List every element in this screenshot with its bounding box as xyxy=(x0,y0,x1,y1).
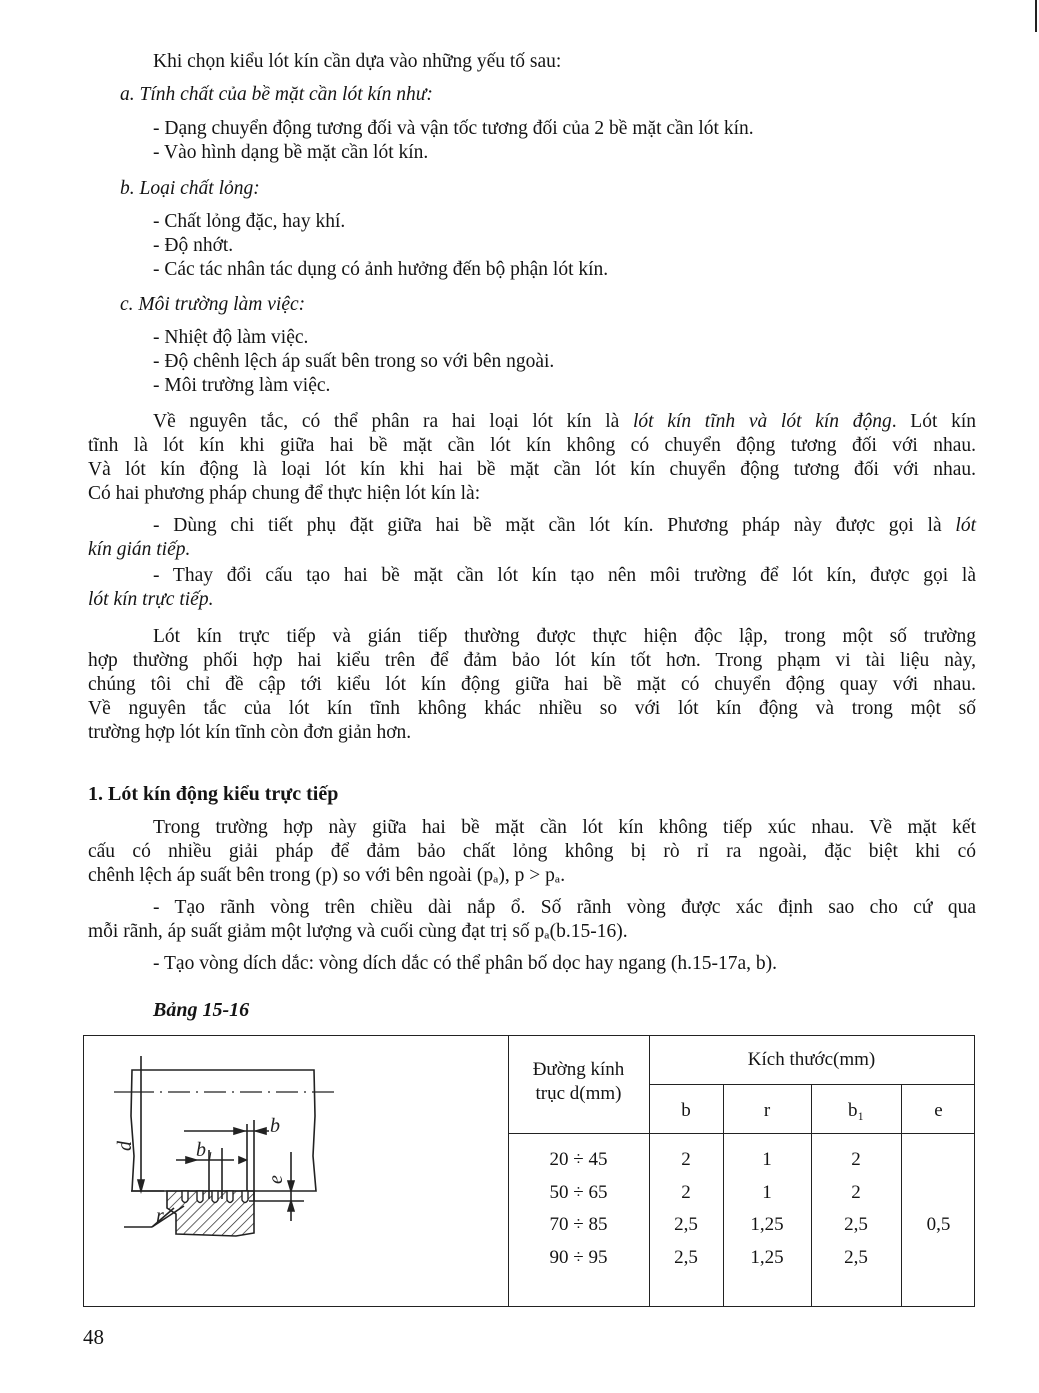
cell-b: 2 xyxy=(681,1149,691,1170)
label-d: d xyxy=(114,1141,136,1151)
section-c-item: - Nhiệt độ làm việc. xyxy=(153,327,309,348)
emphasis-text: lót xyxy=(955,515,976,536)
section-c-item: - Môi trường làm việc. xyxy=(153,375,331,396)
section-a-heading: a. Tính chất của bề mặt cần lót kín như: xyxy=(120,84,433,105)
text-run: - Thay đổi cấu tạo hai bề mặt cần lót kín tạo nên môi trường để lót kín, được gọi là xyxy=(153,565,976,586)
method-direct xyxy=(88,564,976,588)
section-b-heading: b. Loại chất lỏng: xyxy=(120,178,260,199)
cell-b: 2,5 xyxy=(674,1246,698,1268)
bullet-zigzag: - Tạo vòng dích dắc: vòng dích dắc có thể phân bố dọc hay ngang (h.15-17a, b). xyxy=(153,953,777,974)
paragraph-line xyxy=(88,434,976,458)
label-b1: b₁ xyxy=(196,1139,213,1161)
method-indirect xyxy=(88,514,976,538)
cell-e: 0,5 xyxy=(926,1214,951,1235)
column-b1 xyxy=(811,1144,901,1274)
header-text: Đường kính xyxy=(532,1059,625,1080)
cell-r: 1 xyxy=(762,1149,772,1170)
cell-b: 2,5 xyxy=(674,1214,698,1235)
text-run: hợp thường phối hợp hai kiểu trên để đảm bảo lót kín tốt hơn. Trong phạm vi tài liệu này, xyxy=(88,650,976,671)
column-r xyxy=(723,1144,811,1274)
section-heading: 1. Lót kín động kiểu trực tiếp xyxy=(88,783,339,805)
paragraph-line: trường hợp lót kín tĩnh còn đơn giản hơn. xyxy=(88,722,412,743)
header-diameter xyxy=(508,1058,649,1106)
dimension-table xyxy=(83,1035,975,1307)
emphasis-text: lót kín tĩnh và lót kín động xyxy=(633,411,892,432)
section-a-item: - Vào hình dạng bề mặt cần lót kín. xyxy=(153,142,429,163)
column-header-e: e xyxy=(934,1100,943,1121)
bullet-grooves-cont: mỗi rãnh, áp suất giảm một lượng và cuối cùng đạt trị số pₐ(b.15-16). xyxy=(88,921,628,942)
label-r: r xyxy=(156,1205,164,1227)
paragraph-line: Có hai phương pháp chung để thực hiện lót kín là: xyxy=(88,483,481,504)
table-divider xyxy=(649,1084,974,1085)
column-header-r: r xyxy=(763,1100,771,1121)
section-b-item: - Độ nhớt. xyxy=(153,235,234,256)
page-number: 48 xyxy=(83,1325,104,1349)
emphasis-text: lót kín trực tiếp. xyxy=(88,589,214,610)
scan-edge-mark xyxy=(1035,0,1037,32)
section-b-item: - Chất lỏng đặc, hay khí. xyxy=(153,211,346,232)
column-header-b: b xyxy=(681,1100,691,1121)
column-b xyxy=(649,1144,723,1274)
cell-r: 1,25 xyxy=(750,1246,784,1268)
label-e: e xyxy=(265,1175,287,1184)
cell-r: 1,25 xyxy=(750,1214,784,1235)
cell-d: 20 ÷ 45 xyxy=(549,1149,608,1170)
paragraph-line xyxy=(88,697,976,721)
cell-b1: 2,5 xyxy=(844,1246,868,1268)
text-run: tĩnh là lót kín khi giữa hai bề mặt cần lót kín không có chuyển động tương đối với nhau. xyxy=(88,435,976,456)
cell-b1: 2 xyxy=(851,1149,861,1170)
paragraph-line xyxy=(88,673,976,697)
header-dimensions: Kích thước(mm) xyxy=(747,1049,876,1070)
cell-r: 1 xyxy=(762,1181,772,1203)
paragraph-line xyxy=(88,458,976,482)
cell-d: 50 ÷ 65 xyxy=(549,1181,608,1203)
table-caption: Bảng 15-16 xyxy=(153,999,250,1021)
column-diameter xyxy=(508,1144,649,1274)
cell-b: 2 xyxy=(681,1181,691,1203)
text-run: Về nguyên tắc, có thể phân ra hai loại lót kín là xyxy=(153,411,633,432)
paragraph-line xyxy=(88,816,976,840)
cell-b1: 2 xyxy=(851,1181,861,1203)
text-run: Và lót kín động là loại lót kín khi hai bề mặt cần lót kín chuyển động tương đối với nhau. xyxy=(88,459,976,480)
bullet-grooves xyxy=(88,896,976,920)
text-run: Về nguyên tắc của lót kín tĩnh không khác nhiều so với lót kín động và trong một số xyxy=(88,698,976,719)
column-header-b1: b₁ xyxy=(847,1100,865,1121)
paragraph-line: chênh lệch áp suất bên trong (p) so với bên ngoài (pₐ), p > pₐ. xyxy=(88,865,566,886)
emphasis-text: kín gián tiếp. xyxy=(88,539,191,560)
paragraph-line xyxy=(88,840,976,864)
section-c-heading: c. Môi trường làm việc: xyxy=(120,294,306,315)
paragraph-classification xyxy=(88,410,976,434)
label-b: b xyxy=(270,1115,280,1137)
intro-text: Khi chọn kiểu lót kín cần dựa vào những yếu tố sau: xyxy=(153,51,562,72)
text-run: Lót kín trực tiếp và gián tiếp thường được thực hiện độc lập, trong một số trường xyxy=(153,626,976,647)
section-c-item: - Độ chênh lệch áp suất bên trong so với bên ngoài. xyxy=(153,351,555,372)
text-run: chúng tôi chỉ đề cập tới kiểu lót kín động giữa hai bề mặt có chuyển động quay với nhau. xyxy=(88,674,976,695)
table-divider xyxy=(508,1133,974,1134)
section-b-item: - Các tác nhân tác dụng có ảnh hưởng đến bộ phận lót kín. xyxy=(153,259,609,280)
paragraph-line xyxy=(88,625,976,649)
text-run: cấu có nhiều giải pháp để đảm bảo chất lỏng không bị rò rỉ ra ngoài, đặc biệt khi có xyxy=(88,841,976,862)
text-run: - Tạo rãnh vòng trên chiều dài nắp ổ. Số rãnh vòng được xác định sao cho cứ qua xyxy=(153,897,976,918)
header-text: trục d(mm) xyxy=(535,1083,622,1104)
cell-b1: 2,5 xyxy=(844,1214,868,1235)
text-run: . Lót kín xyxy=(891,411,976,432)
section-a-item: - Dạng chuyển động tương đối và vận tốc tương đối của 2 bề mặt cần lót kín. xyxy=(153,118,754,139)
cell-d: 90 ÷ 95 xyxy=(549,1246,608,1268)
text-run: - Dùng chi tiết phụ đặt giữa hai bề mặt cần lót kín. Phương pháp này được gọi là xyxy=(153,515,956,536)
paragraph-line xyxy=(88,649,976,673)
cell-d: 70 ÷ 85 xyxy=(549,1214,608,1235)
text-run: Trong trường hợp này giữa hai bề mặt cần lót kín không tiếp xúc nhau. Về mặt kết xyxy=(153,817,976,838)
labyrinth-seal-diagram xyxy=(84,1036,508,1306)
